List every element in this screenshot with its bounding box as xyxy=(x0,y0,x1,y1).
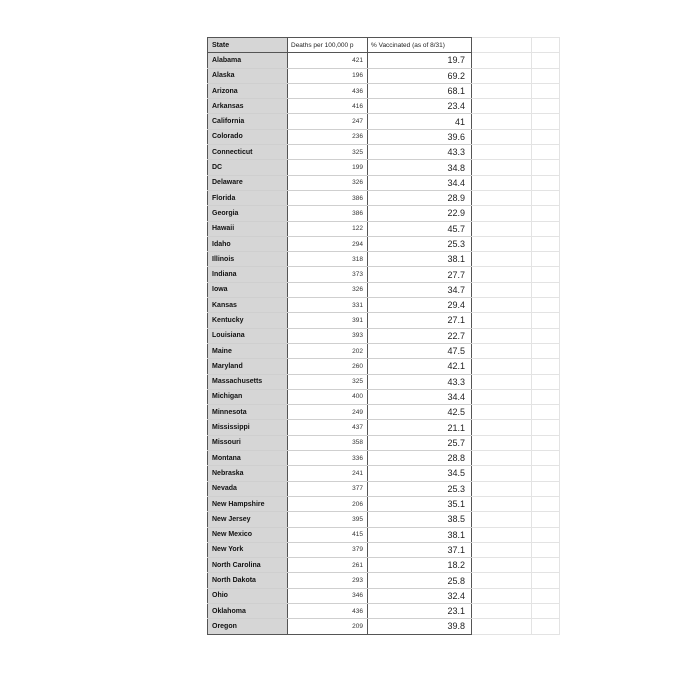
deaths-cell[interactable]: 358 xyxy=(288,435,368,450)
table-row xyxy=(208,145,560,160)
deaths-cell[interactable]: 391 xyxy=(288,313,368,328)
table-row xyxy=(208,99,560,114)
vaccinated-cell[interactable]: 39.6 xyxy=(368,129,472,144)
empty-cell[interactable] xyxy=(472,512,532,527)
table-row xyxy=(208,527,560,542)
state-cell[interactable]: Idaho xyxy=(208,236,288,251)
deaths-cell[interactable]: 325 xyxy=(288,145,368,160)
deaths-cell[interactable]: 199 xyxy=(288,160,368,175)
state-cell[interactable]: Arkansas xyxy=(208,99,288,114)
empty-cell[interactable] xyxy=(532,435,560,450)
table-row xyxy=(208,328,560,343)
deaths-cell[interactable]: 206 xyxy=(288,496,368,511)
empty-cell[interactable] xyxy=(472,527,532,542)
vaccinated-cell[interactable]: 22.7 xyxy=(368,328,472,343)
header-deaths-cell[interactable]: Deaths per 100,000 p xyxy=(288,38,368,53)
table-row xyxy=(208,389,560,404)
table-row xyxy=(208,558,560,573)
vaccinated-cell[interactable]: 35.1 xyxy=(368,496,472,511)
empty-cell[interactable] xyxy=(532,99,560,114)
empty-cell[interactable] xyxy=(532,160,560,175)
empty-cell[interactable] xyxy=(532,420,560,435)
empty-cell[interactable] xyxy=(532,603,560,618)
table-row xyxy=(208,313,560,328)
vaccinated-cell[interactable]: 41 xyxy=(368,114,472,129)
empty-cell[interactable] xyxy=(472,68,532,83)
empty-cell[interactable] xyxy=(472,558,532,573)
deaths-cell[interactable]: 202 xyxy=(288,343,368,358)
table-row xyxy=(208,206,560,221)
state-cell[interactable]: Iowa xyxy=(208,282,288,297)
empty-cell[interactable] xyxy=(472,420,532,435)
vaccinated-cell[interactable]: 21.1 xyxy=(368,420,472,435)
deaths-cell[interactable]: 326 xyxy=(288,175,368,190)
empty-cell[interactable] xyxy=(472,313,532,328)
vaccinated-cell[interactable]: 32.4 xyxy=(368,588,472,603)
empty-cell[interactable] xyxy=(532,53,560,68)
empty-cell[interactable] xyxy=(472,114,532,129)
deaths-cell[interactable]: 346 xyxy=(288,588,368,603)
state-cell[interactable]: Ohio xyxy=(208,588,288,603)
vaccinated-cell[interactable]: 18.2 xyxy=(368,558,472,573)
table-row xyxy=(208,53,560,68)
empty-cell[interactable] xyxy=(472,267,532,282)
empty-cell[interactable] xyxy=(532,481,560,496)
state-cell[interactable]: Kansas xyxy=(208,298,288,313)
state-cell[interactable]: Alabama xyxy=(208,53,288,68)
state-cell[interactable]: Hawaii xyxy=(208,221,288,236)
empty-cell[interactable] xyxy=(532,451,560,466)
table-row xyxy=(208,481,560,496)
vaccinated-cell[interactable]: 47.5 xyxy=(368,343,472,358)
deaths-cell[interactable]: 400 xyxy=(288,389,368,404)
vaccinated-cell[interactable]: 25.3 xyxy=(368,236,472,251)
table-row xyxy=(208,298,560,313)
state-cell[interactable]: Montana xyxy=(208,451,288,466)
deaths-cell[interactable]: 421 xyxy=(288,53,368,68)
state-cell[interactable]: Louisiana xyxy=(208,328,288,343)
table-row xyxy=(208,252,560,267)
table-row xyxy=(208,282,560,297)
empty-cell[interactable] xyxy=(472,466,532,481)
vaccinated-cell[interactable]: 23.1 xyxy=(368,603,472,618)
empty-cell[interactable] xyxy=(532,236,560,251)
table-row xyxy=(208,496,560,511)
table-row xyxy=(208,619,560,634)
state-cell[interactable]: Mississippi xyxy=(208,420,288,435)
empty-cell[interactable] xyxy=(472,359,532,374)
table-row xyxy=(208,267,560,282)
empty-cell[interactable] xyxy=(472,496,532,511)
table-row xyxy=(208,68,560,83)
empty-cell[interactable] xyxy=(472,282,532,297)
vaccinated-cell[interactable]: 69.2 xyxy=(368,68,472,83)
header-state-cell[interactable]: State xyxy=(208,38,288,53)
state-cell[interactable]: Alaska xyxy=(208,68,288,83)
vaccinated-cell[interactable]: 28.9 xyxy=(368,190,472,205)
header-row xyxy=(208,38,560,53)
empty-cell[interactable] xyxy=(532,221,560,236)
vaccinated-cell[interactable]: 45.7 xyxy=(368,221,472,236)
state-cell[interactable]: Illinois xyxy=(208,252,288,267)
empty-cell[interactable] xyxy=(472,190,532,205)
state-cell[interactable]: Maryland xyxy=(208,359,288,374)
state-cell[interactable]: Arizona xyxy=(208,83,288,98)
empty-cell[interactable] xyxy=(532,267,560,282)
state-cell[interactable]: North Dakota xyxy=(208,573,288,588)
empty-cell[interactable] xyxy=(532,252,560,267)
table-row xyxy=(208,114,560,129)
table-row xyxy=(208,83,560,98)
empty-cell[interactable] xyxy=(472,374,532,389)
deaths-cell[interactable]: 318 xyxy=(288,252,368,267)
empty-cell[interactable] xyxy=(532,313,560,328)
deaths-cell[interactable]: 331 xyxy=(288,298,368,313)
empty-cell[interactable] xyxy=(472,405,532,420)
deaths-cell[interactable]: 293 xyxy=(288,573,368,588)
deaths-cell[interactable]: 260 xyxy=(288,359,368,374)
state-cell[interactable]: New York xyxy=(208,542,288,557)
vaccinated-cell[interactable]: 43.3 xyxy=(368,374,472,389)
deaths-cell[interactable]: 261 xyxy=(288,558,368,573)
empty-cell[interactable] xyxy=(472,99,532,114)
empty-cell[interactable] xyxy=(532,573,560,588)
table-row xyxy=(208,435,560,450)
state-cell[interactable]: Kentucky xyxy=(208,313,288,328)
state-cell[interactable]: New Hampshire xyxy=(208,496,288,511)
deaths-cell[interactable]: 209 xyxy=(288,619,368,634)
empty-cell[interactable] xyxy=(532,405,560,420)
empty-cell[interactable] xyxy=(532,496,560,511)
vaccinated-cell[interactable]: 25.8 xyxy=(368,573,472,588)
vaccinated-cell[interactable]: 23.4 xyxy=(368,99,472,114)
empty-cell[interactable] xyxy=(532,542,560,557)
empty-cell[interactable] xyxy=(532,619,560,634)
vaccinated-cell[interactable]: 38.5 xyxy=(368,512,472,527)
deaths-cell[interactable]: 247 xyxy=(288,114,368,129)
vaccinated-cell[interactable]: 39.8 xyxy=(368,619,472,634)
deaths-cell[interactable]: 325 xyxy=(288,374,368,389)
empty-cell[interactable] xyxy=(472,53,532,68)
empty-cell[interactable] xyxy=(532,389,560,404)
empty-cell[interactable] xyxy=(532,343,560,358)
state-cell[interactable]: Michigan xyxy=(208,389,288,404)
state-cell[interactable]: New Jersey xyxy=(208,512,288,527)
table-row xyxy=(208,603,560,618)
empty-cell[interactable] xyxy=(472,175,532,190)
deaths-cell[interactable]: 386 xyxy=(288,190,368,205)
table-row xyxy=(208,512,560,527)
deaths-cell[interactable]: 379 xyxy=(288,542,368,557)
empty-cell[interactable] xyxy=(472,298,532,313)
table-row xyxy=(208,236,560,251)
deaths-cell[interactable]: 241 xyxy=(288,466,368,481)
empty-cell[interactable] xyxy=(532,512,560,527)
empty-cell[interactable] xyxy=(472,328,532,343)
empty-cell[interactable] xyxy=(532,298,560,313)
deaths-cell[interactable]: 436 xyxy=(288,603,368,618)
empty-cell[interactable] xyxy=(532,68,560,83)
empty-cell[interactable] xyxy=(532,206,560,221)
table-row xyxy=(208,466,560,481)
vaccinated-cell[interactable]: 34.4 xyxy=(368,389,472,404)
empty-cell[interactable] xyxy=(532,114,560,129)
state-cell[interactable]: DC xyxy=(208,160,288,175)
deaths-cell[interactable]: 386 xyxy=(288,206,368,221)
deaths-cell[interactable]: 196 xyxy=(288,68,368,83)
empty-cell[interactable] xyxy=(472,236,532,251)
deaths-cell[interactable]: 416 xyxy=(288,99,368,114)
empty-cell[interactable] xyxy=(532,558,560,573)
table-row xyxy=(208,160,560,175)
empty-cell[interactable] xyxy=(472,145,532,160)
empty-cell[interactable] xyxy=(472,481,532,496)
state-cell[interactable]: Delaware xyxy=(208,175,288,190)
state-cell[interactable]: Nevada xyxy=(208,481,288,496)
empty-cell[interactable] xyxy=(532,588,560,603)
state-cell[interactable]: New Mexico xyxy=(208,527,288,542)
deaths-cell[interactable]: 377 xyxy=(288,481,368,496)
deaths-cell[interactable]: 393 xyxy=(288,328,368,343)
state-cell[interactable]: Georgia xyxy=(208,206,288,221)
state-cell[interactable]: California xyxy=(208,114,288,129)
vaccinated-cell[interactable]: 38.1 xyxy=(368,252,472,267)
empty-cell[interactable] xyxy=(532,374,560,389)
state-cell[interactable]: Colorado xyxy=(208,129,288,144)
empty-cell[interactable] xyxy=(532,145,560,160)
empty-cell[interactable] xyxy=(472,603,532,618)
table-row xyxy=(208,129,560,144)
empty-cell[interactable] xyxy=(532,175,560,190)
spreadsheet-body xyxy=(208,38,560,635)
deaths-cell[interactable]: 122 xyxy=(288,221,368,236)
deaths-cell[interactable]: 294 xyxy=(288,236,368,251)
vaccinated-cell[interactable]: 27.7 xyxy=(368,267,472,282)
table-row xyxy=(208,190,560,205)
table-row xyxy=(208,374,560,389)
vaccinated-cell[interactable]: 34.5 xyxy=(368,466,472,481)
empty-cell[interactable] xyxy=(472,389,532,404)
state-cell[interactable]: Indiana xyxy=(208,267,288,282)
empty-cell[interactable] xyxy=(472,206,532,221)
vaccinated-cell[interactable]: 68.1 xyxy=(368,83,472,98)
empty-cell[interactable] xyxy=(532,38,560,53)
vaccinated-cell[interactable]: 43.3 xyxy=(368,145,472,160)
empty-cell[interactable] xyxy=(472,435,532,450)
empty-cell[interactable] xyxy=(532,527,560,542)
empty-cell[interactable] xyxy=(532,466,560,481)
state-cell[interactable]: Massachusetts xyxy=(208,374,288,389)
empty-cell[interactable] xyxy=(472,160,532,175)
state-cell[interactable]: Minnesota xyxy=(208,405,288,420)
empty-cell[interactable] xyxy=(472,573,532,588)
deaths-cell[interactable]: 373 xyxy=(288,267,368,282)
state-cell[interactable]: Connecticut xyxy=(208,145,288,160)
table-row xyxy=(208,420,560,435)
empty-cell[interactable] xyxy=(532,190,560,205)
table-row xyxy=(208,343,560,358)
empty-cell[interactable] xyxy=(472,221,532,236)
vaccinated-cell[interactable]: 19.7 xyxy=(368,53,472,68)
empty-cell[interactable] xyxy=(532,282,560,297)
table-row xyxy=(208,221,560,236)
table-row xyxy=(208,405,560,420)
vaccinated-cell[interactable]: 27.1 xyxy=(368,313,472,328)
vaccinated-cell[interactable]: 42.1 xyxy=(368,359,472,374)
deaths-cell[interactable]: 395 xyxy=(288,512,368,527)
vaccinated-cell[interactable]: 34.7 xyxy=(368,282,472,297)
state-cell[interactable]: Missouri xyxy=(208,435,288,450)
table-row xyxy=(208,175,560,190)
empty-cell[interactable] xyxy=(472,252,532,267)
empty-cell[interactable] xyxy=(472,83,532,98)
vaccinated-cell[interactable]: 42.5 xyxy=(368,405,472,420)
empty-cell[interactable] xyxy=(472,129,532,144)
vaccinated-cell[interactable]: 37.1 xyxy=(368,542,472,557)
vaccinated-cell[interactable]: 22.9 xyxy=(368,206,472,221)
empty-cell[interactable] xyxy=(472,38,532,53)
state-cell[interactable]: Maine xyxy=(208,343,288,358)
empty-cell[interactable] xyxy=(472,451,532,466)
header-vaccinated-cell[interactable]: % Vaccinated (as of 8/31) xyxy=(368,38,472,53)
deaths-cell[interactable]: 249 xyxy=(288,405,368,420)
state-cell[interactable]: Oregon xyxy=(208,619,288,634)
vaccinated-cell[interactable]: 38.1 xyxy=(368,527,472,542)
state-cell[interactable]: Nebraska xyxy=(208,466,288,481)
table-row xyxy=(208,542,560,557)
deaths-cell[interactable]: 236 xyxy=(288,129,368,144)
empty-cell[interactable] xyxy=(472,343,532,358)
empty-cell[interactable] xyxy=(472,619,532,634)
vaccinated-cell[interactable]: 34.8 xyxy=(368,160,472,175)
empty-cell[interactable] xyxy=(532,359,560,374)
deaths-cell[interactable]: 336 xyxy=(288,451,368,466)
empty-cell[interactable] xyxy=(472,542,532,557)
state-cell[interactable]: Oklahoma xyxy=(208,603,288,618)
state-cell[interactable]: North Carolina xyxy=(208,558,288,573)
empty-cell[interactable] xyxy=(472,588,532,603)
table-row xyxy=(208,359,560,374)
table-row xyxy=(208,451,560,466)
table-row xyxy=(208,573,560,588)
state-cell[interactable]: Florida xyxy=(208,190,288,205)
empty-cell[interactable] xyxy=(532,83,560,98)
vaccinated-cell[interactable]: 25.3 xyxy=(368,481,472,496)
vaccinated-cell[interactable]: 29.4 xyxy=(368,298,472,313)
deaths-cell[interactable]: 326 xyxy=(288,282,368,297)
deaths-cell[interactable]: 437 xyxy=(288,420,368,435)
vaccinated-cell[interactable]: 34.4 xyxy=(368,175,472,190)
deaths-cell[interactable]: 436 xyxy=(288,83,368,98)
empty-cell[interactable] xyxy=(532,129,560,144)
spreadsheet-table xyxy=(207,37,560,635)
table-row xyxy=(208,588,560,603)
vaccinated-cell[interactable]: 28.8 xyxy=(368,451,472,466)
vaccinated-cell[interactable]: 25.7 xyxy=(368,435,472,450)
deaths-cell[interactable]: 415 xyxy=(288,527,368,542)
empty-cell[interactable] xyxy=(532,328,560,343)
